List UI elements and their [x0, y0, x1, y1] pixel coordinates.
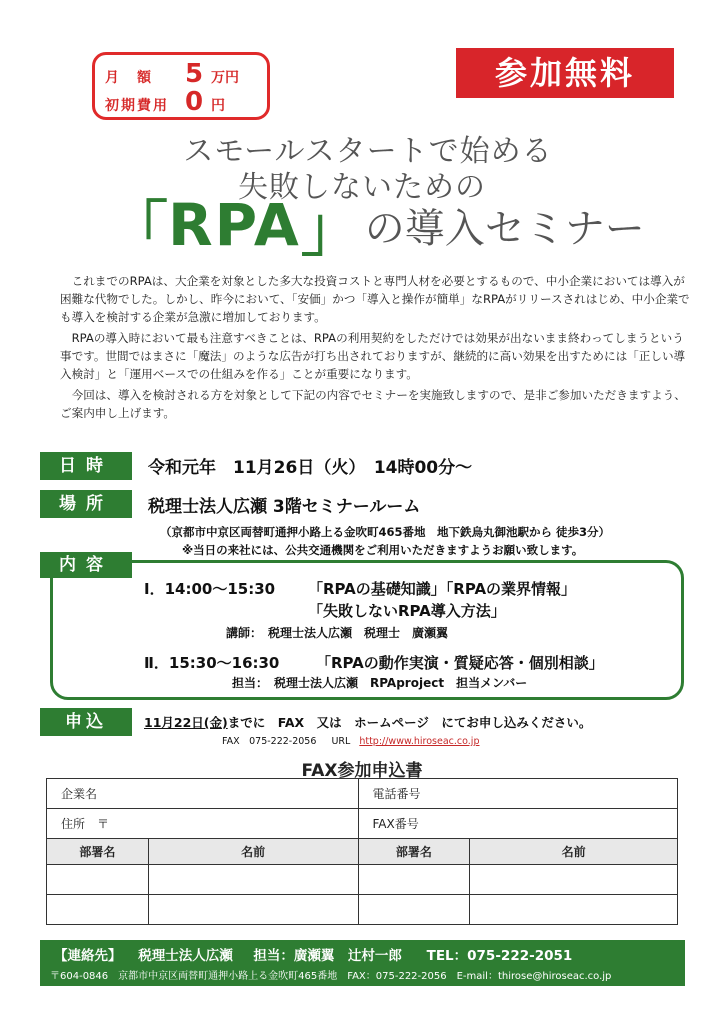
- intro-paragraph-1: これまでのRPAは、大企業を対象とした多大な投資コストと専門人材を必要とするもので、中小企業においては導入が困難な代物でした。しかし、昨今において、「安価」かつ「導入と操作が簡単」なRPAがリリースされはじめ、中小企業でも導入を検討する企業が急激に増加しております。: [60, 274, 690, 324]
- page-title: [108, 190, 668, 265]
- monthly-fee-value: 5: [184, 59, 204, 89]
- free-admission-badge: 参加無料: [456, 48, 674, 98]
- address-field[interactable]: 住所 〒: [47, 809, 359, 839]
- datetime-value: 令和元年 11月26日（火） 14時00分〜: [148, 458, 473, 478]
- title-line-2: 失敗しないための: [238, 170, 486, 205]
- dept-cell[interactable]: [358, 895, 470, 925]
- dept-header-1: 部署名: [47, 839, 149, 865]
- initial-fee-value: 0: [184, 87, 204, 117]
- name-cell[interactable]: [148, 865, 358, 895]
- name-cell[interactable]: [470, 865, 678, 895]
- title-open-bracket: 「: [108, 195, 168, 265]
- fax-application-form: [46, 778, 678, 925]
- apply-text: までに FAX 又は ホームページ にてお申し込みください。: [227, 715, 592, 730]
- footer-staff: 担当：廣瀬翼 辻村一郎: [253, 948, 402, 964]
- venue-address: （京都市中京区両替町通押小路上る金吹町465番地 地下鉄烏丸御池駅から 徒歩3分）: [160, 525, 611, 539]
- dept-header-2: 部署名: [358, 839, 470, 865]
- apply-fax: FAX 075-222-2056: [222, 736, 317, 747]
- dept-cell[interactable]: [47, 895, 149, 925]
- company-name-field[interactable]: 企業名: [47, 779, 359, 809]
- content-label: 内容: [40, 552, 132, 578]
- title-rpa: RPA: [168, 191, 301, 259]
- name-cell[interactable]: [148, 895, 358, 925]
- intro-text: [60, 272, 694, 425]
- footer-line-1: [40, 944, 685, 964]
- footer-tel: TEL：075-222-2051: [426, 948, 573, 964]
- fax-number-field[interactable]: FAX番号: [358, 809, 678, 839]
- intro-paragraph-3: 今回は、導入を検討される方を対象として下記の内容でセミナーを実施致しますので、是非ご参加いただきますよう、ご案内申し上げます。: [60, 388, 686, 420]
- initial-fee-unit: 円: [211, 98, 225, 114]
- name-cell[interactable]: [470, 895, 678, 925]
- apply-line: [144, 713, 591, 731]
- datetime-label: 日時: [40, 452, 132, 480]
- initial-fee-row: [105, 89, 257, 117]
- intro-paragraph-2: RPAの導入時において最も注意すべきことは、RPAの利用契約をしただけでは効果が出ないまま終わってしまうという事です。世間ではまさに「魔法」のような広告が打ち出されておりますが、継続的に高い効果を出すためには「正しい導入検討」と「運用ベースでの仕組みを作る」ことが重要になります。: [60, 331, 686, 381]
- venue-value: 税理士法人広瀬 3階セミナールーム: [148, 497, 421, 517]
- form-title: FAX参加申込書: [301, 761, 423, 781]
- initial-fee-label: 初期費用: [105, 98, 169, 114]
- apply-deadline: 11月22日(金): [144, 715, 228, 730]
- title-close-bracket: 」: [300, 195, 361, 265]
- apply-label: 申込: [40, 708, 132, 736]
- monthly-fee-unit: 万円: [211, 70, 239, 86]
- dept-cell[interactable]: [47, 865, 149, 895]
- venue-label: 場所: [40, 490, 132, 518]
- footer-company: 税理士法人広瀬: [138, 948, 233, 964]
- apply-contact: [222, 733, 479, 747]
- phone-field[interactable]: 電話番号: [358, 779, 678, 809]
- title-rest: の導入セミナー: [364, 205, 645, 252]
- session1-topic-b: 「失敗しないRPA導入方法」: [308, 602, 506, 620]
- dept-cell[interactable]: [358, 865, 470, 895]
- monthly-fee-label: 月 額: [105, 70, 153, 86]
- footer-address: 〒604-0846 京都市中京区両替町通押小路上る金吹町465番地 FAX：075-222-2056 E-mail：thirose@hiroseac.co.jp: [50, 971, 612, 982]
- footer-contact: [40, 940, 685, 986]
- session1-time: Ⅰ．14:00〜15:30: [144, 580, 276, 598]
- apply-url-label: URL: [331, 736, 351, 747]
- venue-note: ※当日の来社には、公共交通機関をご利用いただきますようお願い致します。: [182, 543, 584, 557]
- title-line-1: スモールスタートで始める: [183, 134, 553, 169]
- price-badge: [92, 52, 270, 120]
- session1-speaker: 講師： 税理士法人広瀬 税理士 廣瀬翼: [226, 626, 449, 640]
- contact-label: 【連絡先】: [54, 948, 122, 964]
- name-header-2: 名前: [470, 839, 678, 865]
- apply-url-link[interactable]: http://www.hiroseac.co.jp: [359, 736, 480, 747]
- session1-topic-a: 「RPAの基礎知識」「RPAの業界情報」: [308, 580, 577, 598]
- name-header-1: 名前: [148, 839, 358, 865]
- session2-staff: 担当： 税理士法人広瀬 RPAproject 担当メンバー: [232, 676, 528, 690]
- session2-time: Ⅱ．15:30〜16:30: [144, 654, 280, 672]
- monthly-fee-row: [105, 61, 257, 89]
- session2-topic: 「RPAの動作実演・質疑応答・個別相談」: [316, 654, 604, 672]
